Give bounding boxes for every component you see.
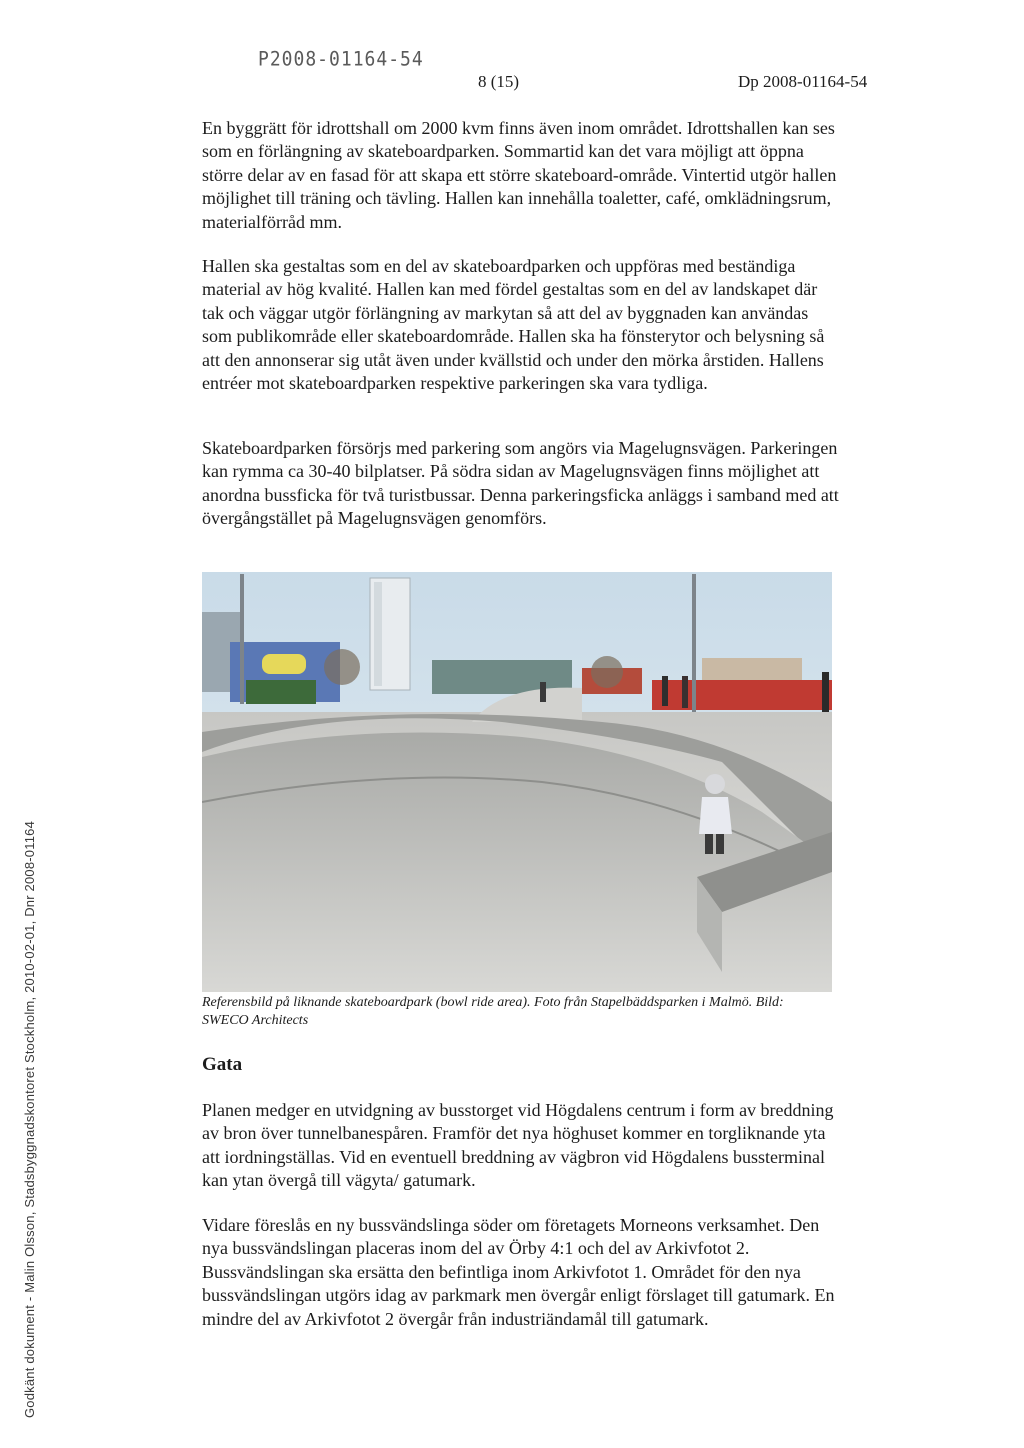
document-reference: Dp 2008-01164-54 <box>738 72 868 91</box>
skatepark-photo <box>202 572 832 992</box>
page-number: 8 (15) <box>478 72 520 91</box>
paragraph-bussvandslinga: Vidare föreslås en ny bussvändslinga söder om företagets Morneons verksamhet. Den nya bussvändslingan placeras inom del av Örby 4:1 och del av Arkivfotot 2. Bussvändslingan ska ersätta den befintliga inom Arkivfotot 1. Området för den nya bussvändslingan utgörs idag av parkmark men övergår enligt förslaget till gatumark. En mindre del av Arkivfotot 2 övergår från industriändamål till gatumark. <box>202 1215 835 1329</box>
figure-caption: Referensbild på liknande skateboardpark (bowl ride area). Foto från Stapelbäddsparken i Malmö. Bild: SWECO Architects <box>202 995 784 1028</box>
paragraph-parkering: Skateboardparken försörjs med parkering som angörs via Magelugnsvägen. Parkeringen kan rymma ca 30-40 bilplatser. På södra sidan av Magelugnsvägen finns möjlighet att anordna bussficka för två turistbussar. Denna parkeringsficka anläggs i samband med att övergångstället på Magelugnsvägen genomförs. <box>202 438 839 529</box>
section-heading-gata: Gata <box>202 1054 243 1075</box>
paragraph-hallen-gestaltning: Hallen ska gestaltas som en del av skateboardparken och uppföras med beständiga material av hög kvalité. Hallen kan med fördel gestaltas som en del av landskapet där tak och väggar utgör förlängning av markytan så att del av byggnaden kan användas som publikområde eller skateboardområde. Hallen ska ha fönsterytor och belysning så att den annonserar sig utåt även under kvällstid och under den mörka årstiden. Hallens entréer mot skateboardparken respektive parkeringen ska vara tydliga. <box>202 256 825 394</box>
paragraph-busstorget: Planen medger en utvidgning av busstorget vid Högdalens centrum i form av breddning av bron över tunnelbanespåren. Framför det nya höghuset kommer en torgliknande yta att iordningställas. Vid en eventuell breddning av vägbron vid Högdalens bussterminal kan ytan övergå till vägyta/ gatumark. <box>202 1100 834 1191</box>
paragraph-idrottshall: En byggrätt för idrottshall om 2000 kvm finns även inom området. Idrottshallen kan ses som en förlängning av skateboardparken. Sommartid kan det vara möjligt att öppna större delar av en fasad för att skapa ett större skateboard-område. Vintertid utgör hallen möjlighet till träning och tävling. Hallen kan innehålla toaletter, café, omklädningsrum, materialförråd mm. <box>202 118 837 232</box>
document-id-stamp: P2008-01164-54 <box>258 47 424 72</box>
approval-side-stamp: Godkänt dokument - Malin Olsson, Stadsbyggnadskontoret Stockholm, 2010-02-01, Dnr 2008-01164 <box>22 821 37 1418</box>
